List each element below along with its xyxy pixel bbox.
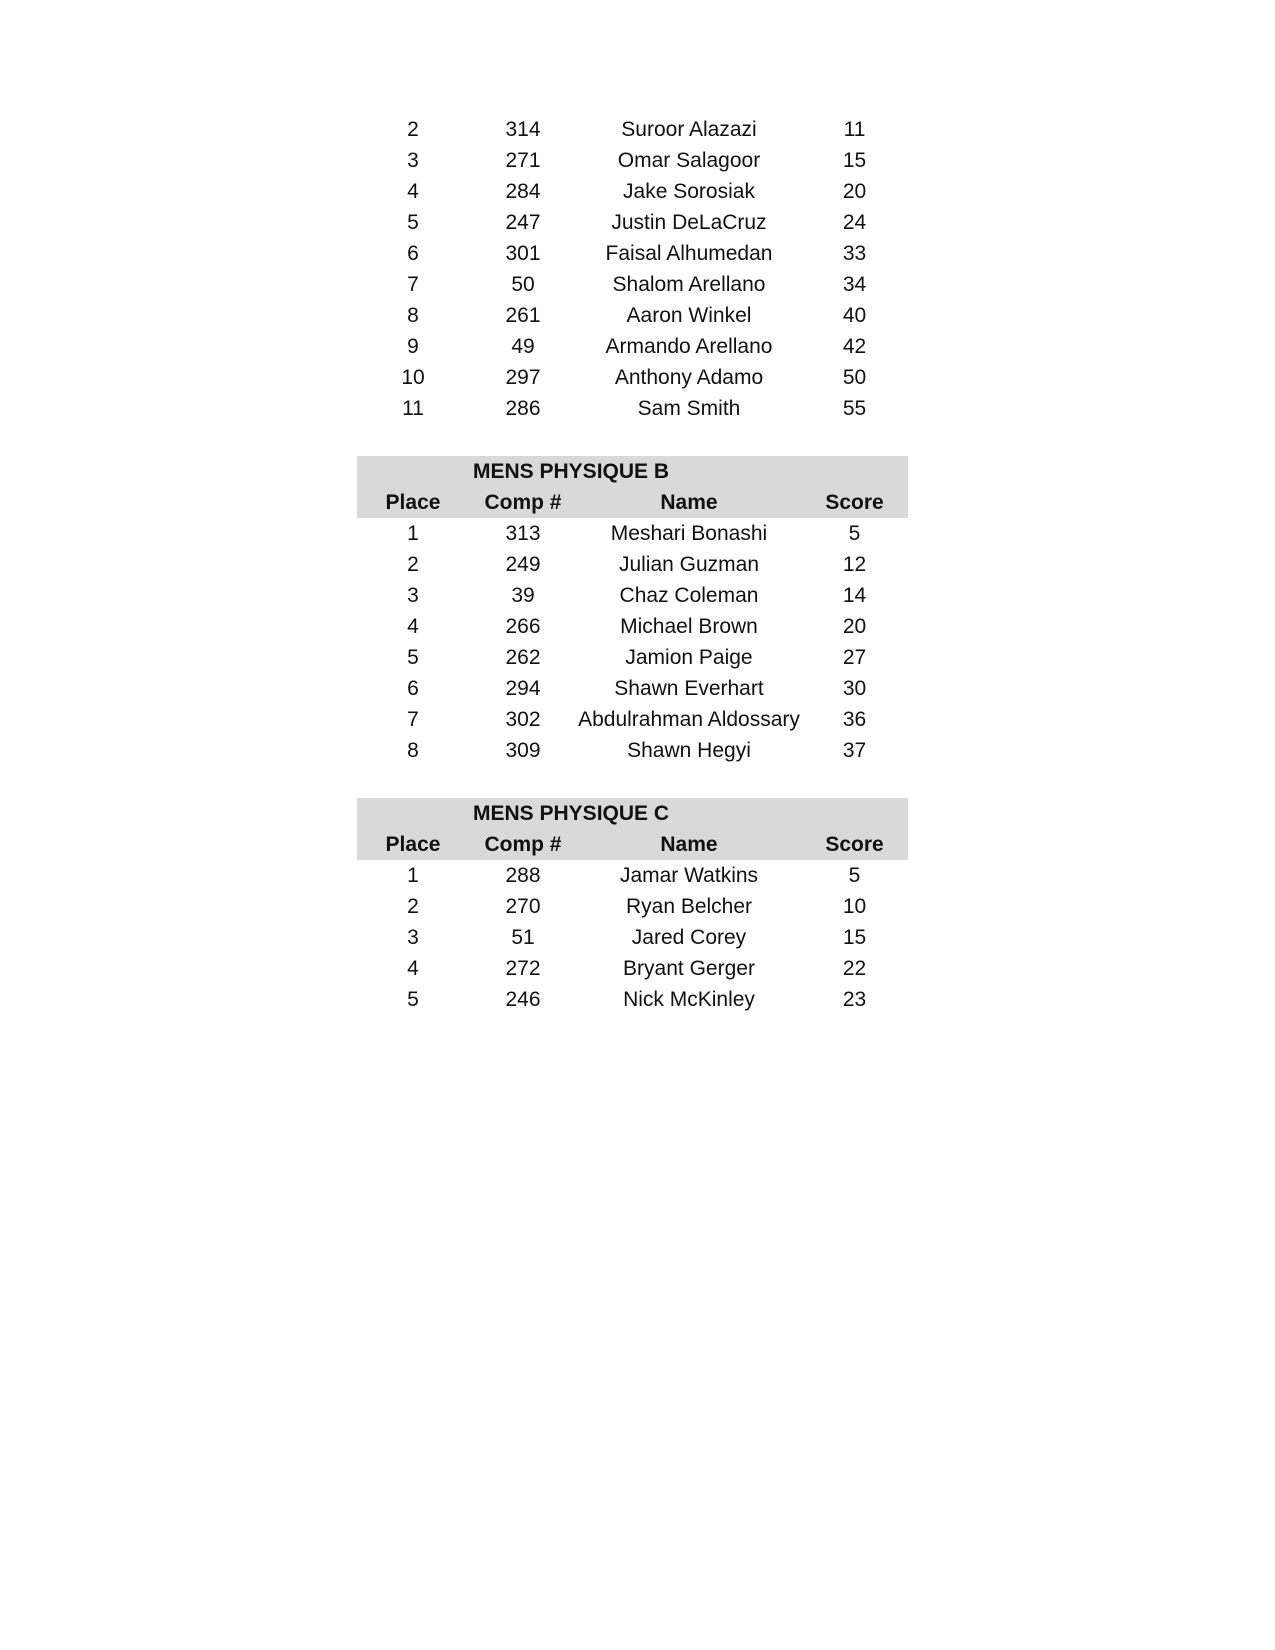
results-section-continued	[357, 114, 908, 424]
score-cell: 11	[843, 117, 866, 141]
comp-number-cell: 51	[511, 925, 535, 949]
name-cell: Meshari Bonashi	[610, 521, 768, 545]
table-row	[357, 735, 908, 766]
place-cell: 7	[407, 707, 419, 731]
score-cell: 15	[842, 925, 867, 949]
place-cell: 8	[407, 303, 419, 327]
comp-number-cell: 247	[505, 210, 541, 234]
comp-number-cell: 39	[511, 583, 535, 607]
column-header-comp: Comp #	[484, 832, 562, 856]
column-header-place: Place	[385, 832, 441, 856]
score-cell: 12	[842, 552, 867, 576]
place-cell: 8	[407, 738, 419, 762]
section-title: MENS PHYSIQUE C	[473, 801, 670, 825]
column-header-place: Place	[385, 490, 441, 514]
results-rows	[357, 518, 908, 766]
table-row	[357, 238, 908, 269]
table-row	[357, 518, 908, 549]
table-row	[357, 673, 908, 704]
section-title-row	[357, 456, 908, 487]
place-cell: 5	[407, 210, 419, 234]
place-cell: 2	[407, 117, 419, 141]
table-row	[357, 549, 908, 580]
place-cell: 4	[407, 956, 419, 980]
place-cell: 7	[407, 272, 419, 296]
name-cell: Jamar Watkins	[619, 863, 759, 887]
name-cell: Aaron Winkel	[626, 303, 752, 327]
comp-number-cell: 266	[505, 614, 541, 638]
name-cell: Justin DeLaCruz	[611, 210, 767, 234]
comp-number-cell: 301	[505, 241, 541, 265]
score-cell: 5	[848, 521, 861, 545]
table-row	[357, 611, 908, 642]
comp-number-cell: 286	[505, 396, 541, 420]
comp-number-cell: 49	[511, 334, 535, 358]
score-cell: 30	[842, 676, 867, 700]
comp-number-cell: 271	[505, 148, 541, 172]
table-row	[357, 269, 908, 300]
column-header-comp: Comp #	[484, 490, 562, 514]
place-cell: 2	[407, 552, 419, 576]
name-cell: Shawn Everhart	[614, 676, 764, 700]
comp-number-cell: 246	[505, 987, 541, 1011]
table-row	[357, 393, 908, 424]
section-title-row	[357, 798, 908, 829]
column-header-row	[357, 487, 908, 518]
name-cell: Anthony Adamo	[614, 365, 764, 389]
place-cell: 5	[407, 987, 419, 1011]
name-cell: Jake Sorosiak	[623, 179, 755, 203]
table-row	[357, 331, 908, 362]
name-cell: Ryan Belcher	[625, 894, 753, 918]
score-cell: 10	[842, 894, 867, 918]
place-cell: 2	[407, 894, 419, 918]
score-cell: 40	[842, 303, 867, 327]
section-header	[357, 798, 908, 860]
name-cell: Omar Salagoor	[617, 148, 761, 172]
table-row	[357, 704, 908, 735]
score-cell: 34	[842, 272, 867, 296]
name-cell: Michael Brown	[620, 614, 758, 638]
results-sheet	[357, 114, 908, 1015]
place-cell: 6	[407, 676, 419, 700]
score-cell: 23	[842, 987, 867, 1011]
score-cell: 20	[842, 179, 867, 203]
score-cell: 22	[842, 956, 867, 980]
section-title: MENS PHYSIQUE B	[473, 459, 670, 483]
place-cell: 11	[402, 396, 424, 420]
table-row	[357, 891, 908, 922]
place-cell: 9	[407, 334, 419, 358]
name-cell: Julian Guzman	[618, 552, 760, 576]
place-cell: 1	[407, 863, 419, 887]
table-row	[357, 953, 908, 984]
column-header-score: Score	[825, 490, 884, 514]
place-cell: 1	[407, 521, 419, 545]
name-cell: Shawn Hegyi	[627, 738, 751, 762]
score-cell: 37	[842, 738, 867, 762]
table-row	[357, 176, 908, 207]
name-cell: Sam Smith	[637, 396, 741, 420]
column-header-row	[357, 829, 908, 860]
score-cell: 55	[842, 396, 867, 420]
comp-number-cell: 272	[505, 956, 541, 980]
name-cell: Nick McKinley	[623, 987, 755, 1011]
name-cell: Bryant Gerger	[623, 956, 755, 980]
place-cell: 6	[407, 241, 419, 265]
place-cell: 4	[407, 614, 419, 638]
table-row	[357, 984, 908, 1015]
score-cell: 5	[848, 863, 861, 887]
table-row	[357, 362, 908, 393]
score-cell: 50	[842, 365, 867, 389]
table-row	[357, 580, 908, 611]
comp-number-cell: 313	[505, 521, 541, 545]
results-rows	[357, 114, 908, 424]
section-header	[357, 456, 908, 518]
comp-number-cell: 297	[505, 365, 541, 389]
name-cell: Armando Arellano	[605, 334, 773, 358]
table-row	[357, 642, 908, 673]
place-cell: 3	[407, 925, 419, 949]
comp-number-cell: 261	[505, 303, 541, 327]
place-cell: 3	[407, 583, 419, 607]
column-header-name: Name	[660, 832, 718, 856]
comp-number-cell: 314	[505, 117, 541, 141]
table-row	[357, 860, 908, 891]
table-row	[357, 922, 908, 953]
comp-number-cell: 50	[511, 272, 535, 296]
score-cell: 14	[842, 583, 867, 607]
comp-number-cell: 309	[505, 738, 541, 762]
table-row	[357, 145, 908, 176]
comp-number-cell: 270	[505, 894, 541, 918]
table-row	[357, 300, 908, 331]
name-cell: Abdulrahman Aldossary	[578, 707, 800, 731]
score-cell: 20	[842, 614, 867, 638]
column-header-name: Name	[660, 490, 718, 514]
comp-number-cell: 284	[505, 179, 541, 203]
comp-number-cell: 288	[505, 863, 541, 887]
score-cell: 36	[842, 707, 867, 731]
comp-number-cell: 302	[505, 707, 541, 731]
score-cell: 15	[842, 148, 867, 172]
score-cell: 27	[842, 645, 867, 669]
column-header-score: Score	[825, 832, 884, 856]
name-cell: Jared Corey	[631, 925, 747, 949]
place-cell: 4	[407, 179, 419, 203]
table-row	[357, 207, 908, 238]
score-cell: 33	[842, 241, 867, 265]
table-row	[357, 114, 908, 145]
comp-number-cell: 294	[505, 676, 541, 700]
name-cell: Shalom Arellano	[612, 272, 766, 296]
place-cell: 10	[401, 365, 425, 389]
name-cell: Faisal Alhumedan	[605, 241, 773, 265]
comp-number-cell: 262	[505, 645, 541, 669]
name-cell: Suroor Alazazi	[621, 117, 757, 141]
place-cell: 3	[407, 148, 419, 172]
place-cell: 5	[407, 645, 419, 669]
name-cell: Jamion Paige	[625, 645, 753, 669]
score-cell: 42	[842, 334, 867, 358]
results-section-mens-physique-c	[357, 798, 908, 1015]
name-cell: Chaz Coleman	[619, 583, 759, 607]
score-cell: 24	[842, 210, 867, 234]
results-section-mens-physique-b	[357, 456, 908, 766]
comp-number-cell: 249	[505, 552, 541, 576]
results-rows	[357, 860, 908, 1015]
